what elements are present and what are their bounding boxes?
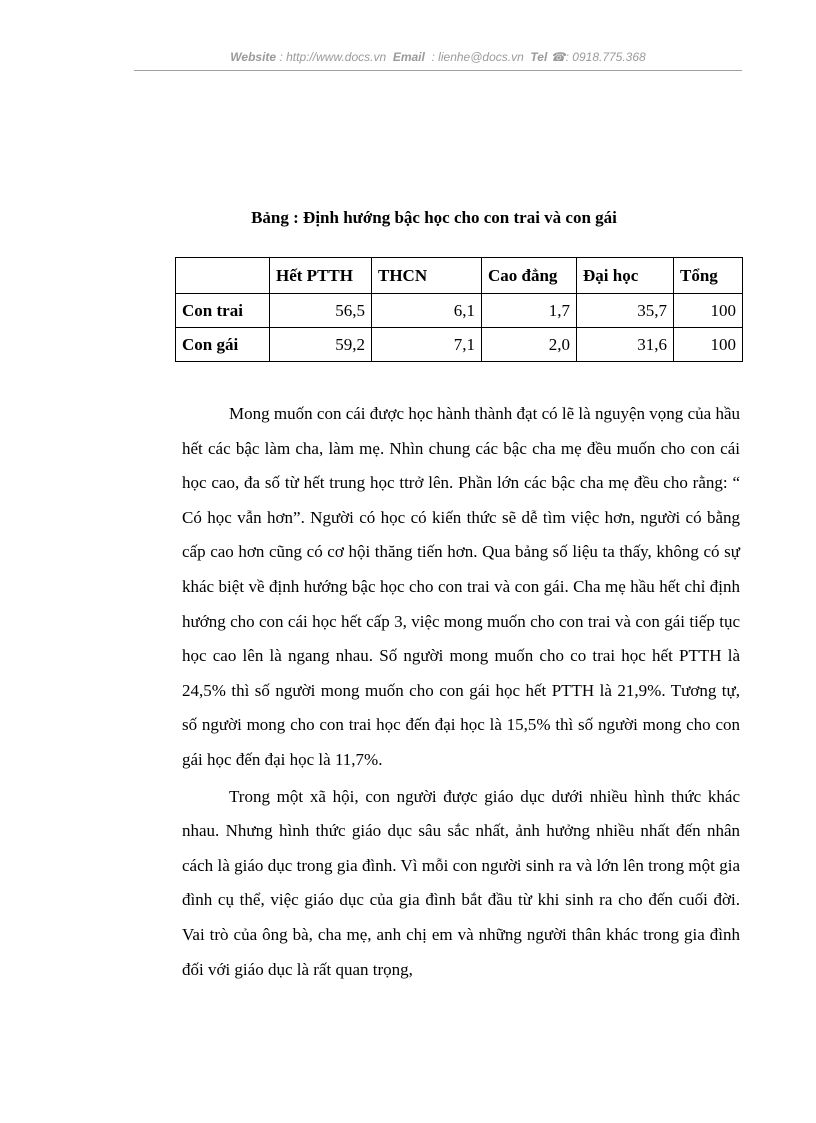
table-cell: 59,2 [270,328,372,362]
data-table [175,257,743,362]
website-label: Website [230,50,277,64]
table-cell: 100 [674,294,743,328]
tel-value: : 0918.775.368 [565,50,646,64]
paragraph: Trong một xã hội, con người được giáo dục dưới nhiều hình thức khác nhau. Nhưng hình thức giáo dục sâu sắc nhất, ảnh hưởng nhiều nhất đến nhân cách là giáo dục trong gia đình. Vì mỗi con người sinh ra và lớn lên trong một gia đình cụ thể, việc giáo dục của gia đình bắt đầu từ khi sinh ra cho đến cuối đời. Vai trò của ông bà, cha mẹ, anh chị em và những người thân khác trong gia đình đối với giáo dục là rất quan trọng, [182,786,740,979]
table-cell: 35,7 [577,294,674,328]
header-divider [134,70,742,71]
email-value: : lienhe@docs.vn [431,50,524,64]
website-value: : http://www.docs.vn [279,50,387,64]
row-label: Con gái [176,328,270,362]
page-header [134,50,742,64]
column-header-thcn: THCN [372,258,482,294]
phone-icon: ☎ [550,50,566,64]
column-header-het-ptth: Hết PTTH [270,258,372,294]
column-header-empty [176,258,270,294]
table-cell: 100 [674,328,743,362]
table-cell: 6,1 [372,294,482,328]
email-label: Email [392,50,425,64]
paragraph: Mong muốn con cái được học hành thành đạt có lẽ là nguyện vọng của hầu hết các bậc làm cha, làm mẹ. Nhìn chung các bậc cha mẹ đều muốn cho con cái học cao, đa số từ hết trung học ttrở lên. Phần lớn các bậc cha mẹ đều cho rằng: “ Có học vẫn hơn”. Người có học có kiến thức sẽ dễ tìm việc hơn, người có bằng cấp cao hơn cũng có cơ hội thăng tiến hơn. Qua bảng số liệu ta thấy, không có sự khác biệt về định hướng bậc học cho con trai và con gái. Cha mẹ hầu hết chỉ định hướng cho con cái học hết cấp 3, việc mong muốn cho con trai và con gái tiếp tục học cao lên là ngang nhau. Số người mong muốn cho co trai học hết PTTH là 24,5% thì số người mong muốn cho con gái học hết PTTH là 21,9%. Tương tự, số người mong cho con trai học đến đại học là 15,5% thì số người mong cho con gái học đến đại học là 11,7%. [182,404,740,769]
row-label: Con trai [176,294,270,328]
table-cell: 1,7 [482,294,577,328]
column-header-dai-hoc: Đại học [577,258,674,294]
table-row [176,294,743,328]
column-header-cao-dang: Cao đẳng [482,258,577,294]
tel-label: Tel [530,50,548,64]
table-cell: 7,1 [372,328,482,362]
table-cell: 31,6 [577,328,674,362]
column-header-tong: Tổng [674,258,743,294]
table-row [176,328,743,362]
table-cell: 56,5 [270,294,372,328]
table-cell: 2,0 [482,328,577,362]
table-header-row [176,258,743,294]
table-title: Bảng : Định hướng bậc học cho con trai và con gái [251,208,617,227]
body-text [182,397,740,989]
